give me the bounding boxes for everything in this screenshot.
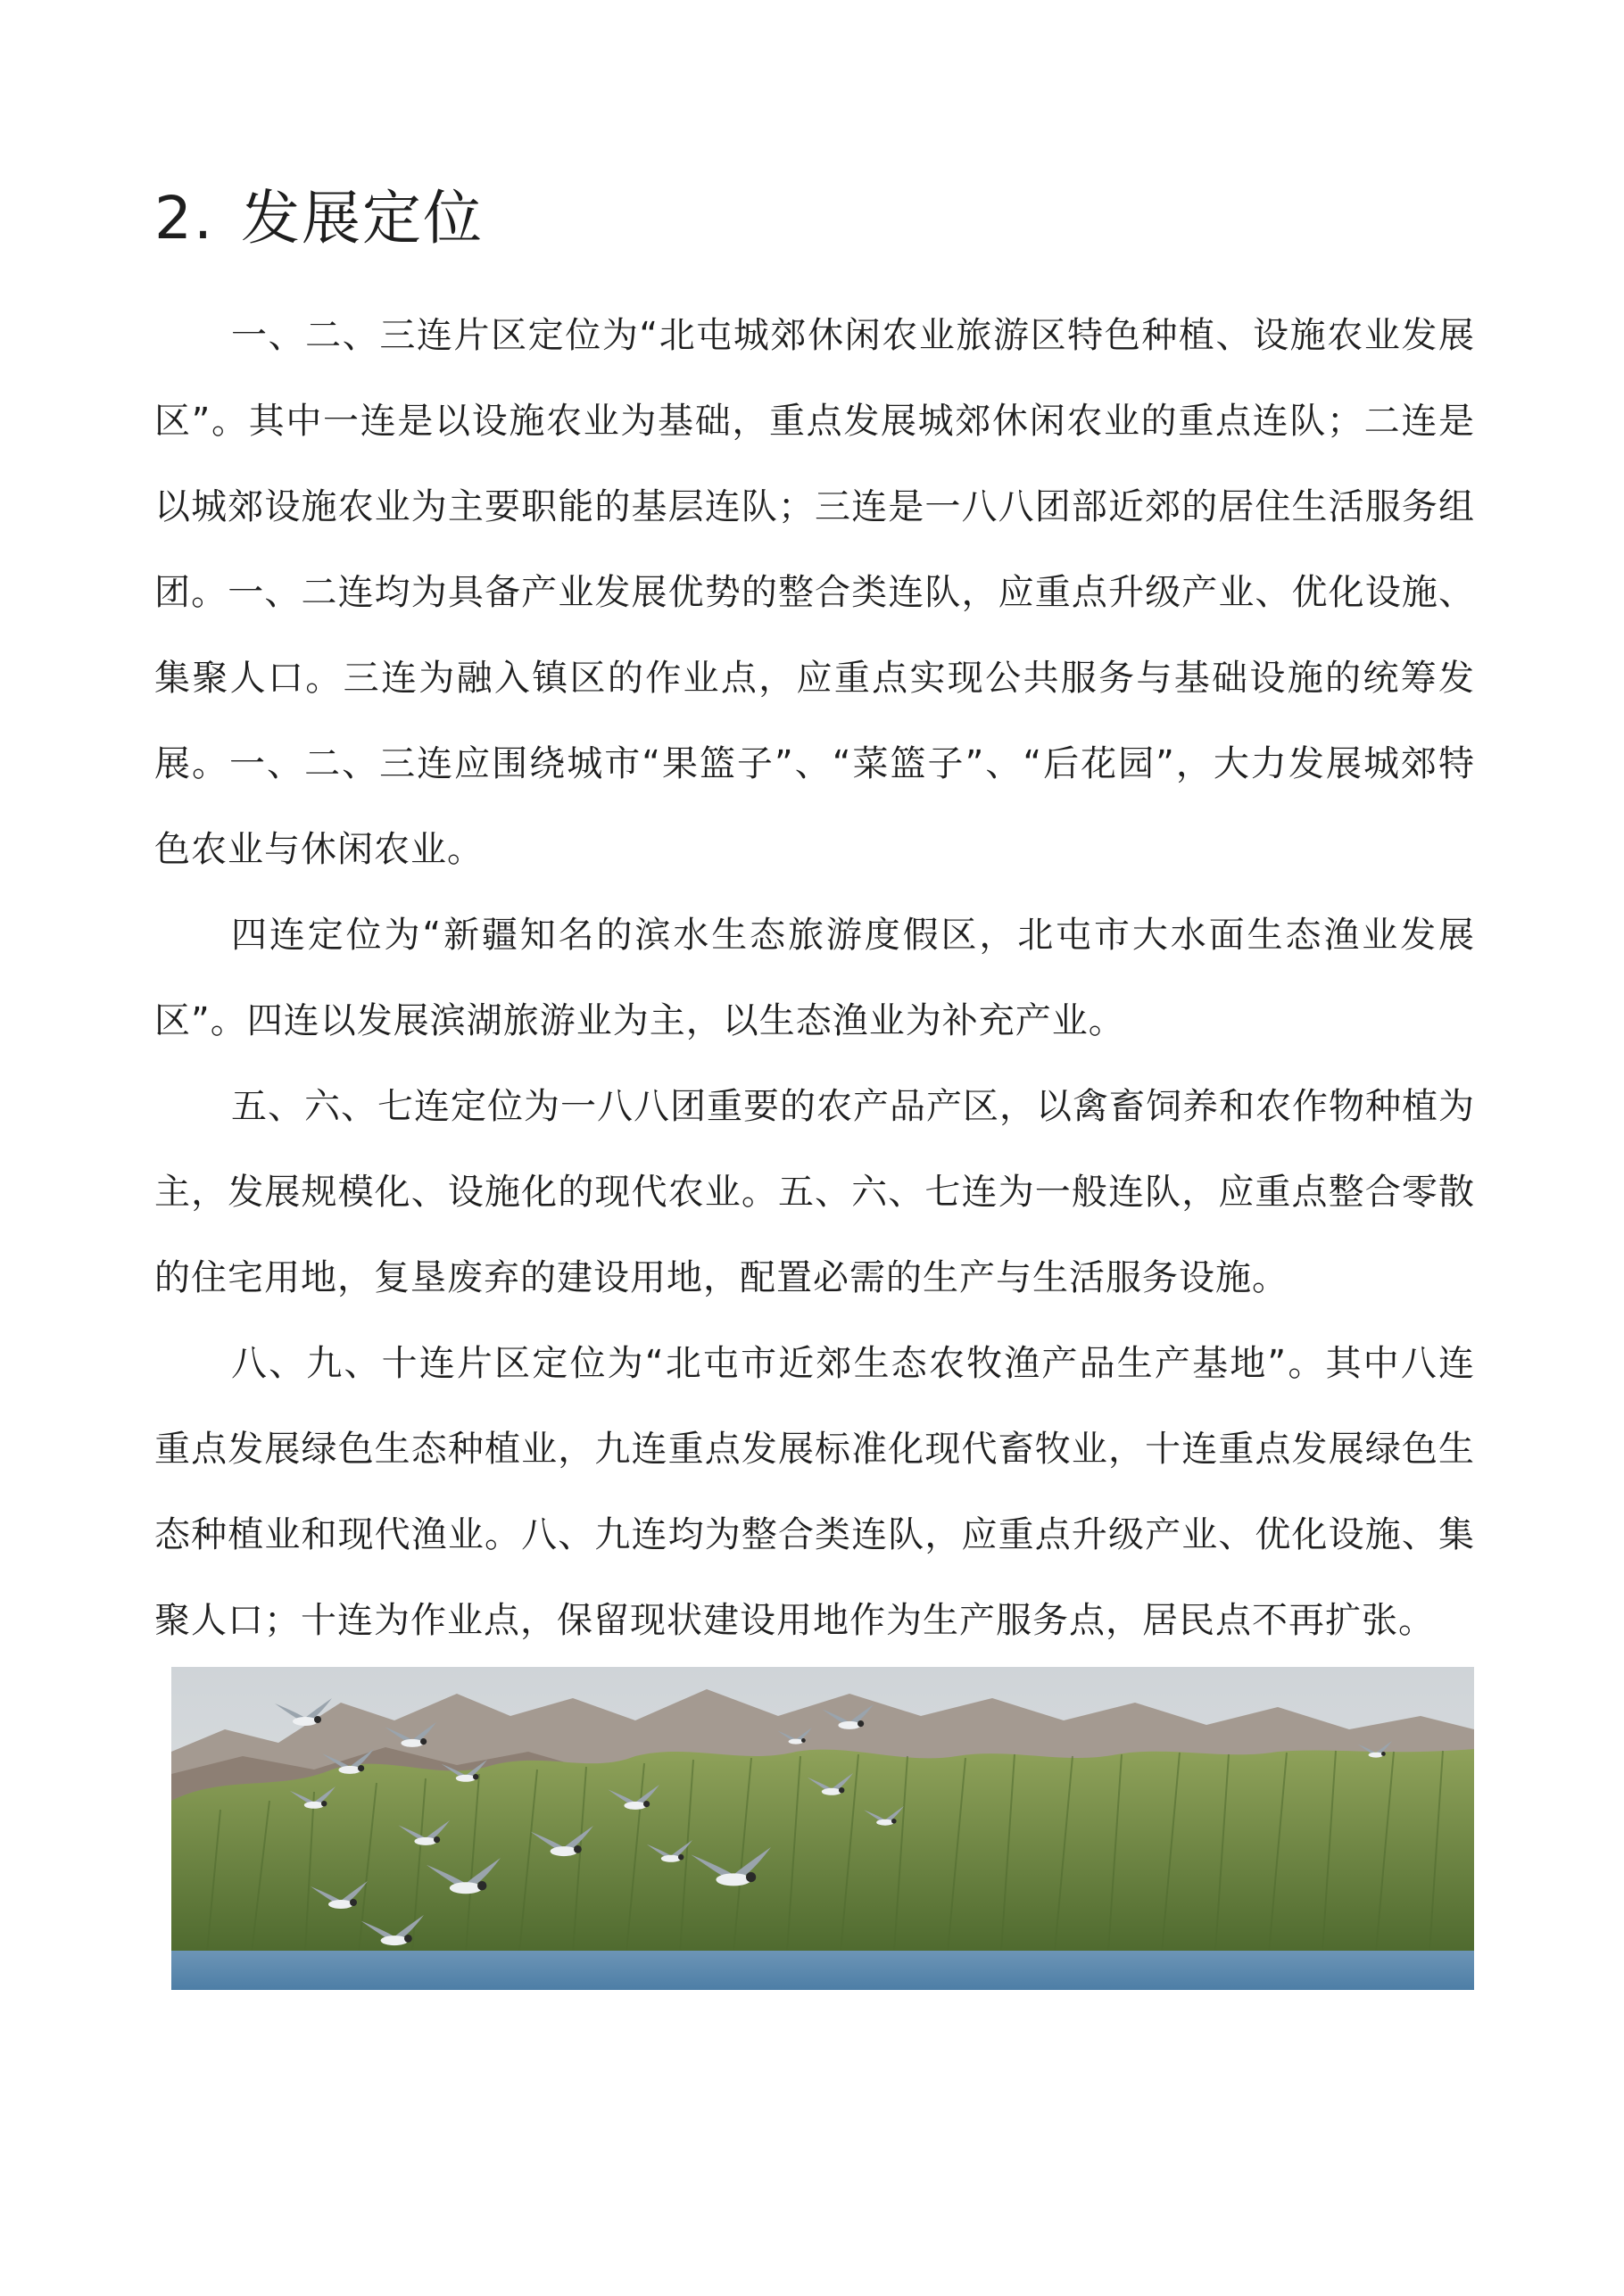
photo-illustration — [171, 1667, 1474, 1990]
paragraph-2: 四连定位为“新疆知名的滨水生态旅游度假区，北屯市大水面生态渔业发展区”。四连以发展滨湖旅游业为主，以生态渔业为补充产业。 — [154, 915, 1475, 1041]
section-heading — [154, 178, 484, 259]
paragraph-1: 一、二、三连片区定位为“北屯城郊休闲农业旅游区特色种植、设施农业发展区”。其中一连是以设施农业为基础，重点发展城郊休闲农业的重点连队；二连是以城郊设施农业为主要职能的基层连队；三连是一八八团部近郊的居住生活服务组团。一、二连均为具备产业发展优势的整合类连队，应重点升级产业、优化设施、集聚人口。三连为融入镇区的作业点，应重点实现公共服务与基础设施的统筹发展。一、二、三连应围绕城市“果篮子”、“菜篮子”、“后花园”，大力发展城郊特色农业与休闲农业。 — [154, 315, 1475, 870]
paragraph-4: 八、九、十连片区定位为“北屯市近郊生态农牧渔产品生产基地”。其中八连重点发展绿色生态种植业，九连重点发展标准化现代畜牧业，十连重点发展绿色生态种植业和现代渔业。八、九连均为整合类连队，应重点升级产业、优化设施、集聚人口；十连为作业点，保留现状建设用地作为生产服务点，居民点不再扩张。 — [154, 1343, 1475, 1641]
water — [171, 1951, 1474, 1990]
section-number: 2. — [154, 184, 214, 253]
section-title: 发展定位 — [240, 184, 484, 253]
wetland-birds-photo — [171, 1667, 1474, 1990]
body-text — [154, 293, 1475, 1663]
paragraph-3: 五、六、七连定位为一八八团重要的农产品产区，以禽畜饲养和农作物种植为主，发展规模化、设施化的现代农业。五、六、七连为一般连队，应重点整合零散的住宅用地，复垦废弃的建设用地，配置必需的生产与生活服务设施。 — [154, 1086, 1475, 1298]
